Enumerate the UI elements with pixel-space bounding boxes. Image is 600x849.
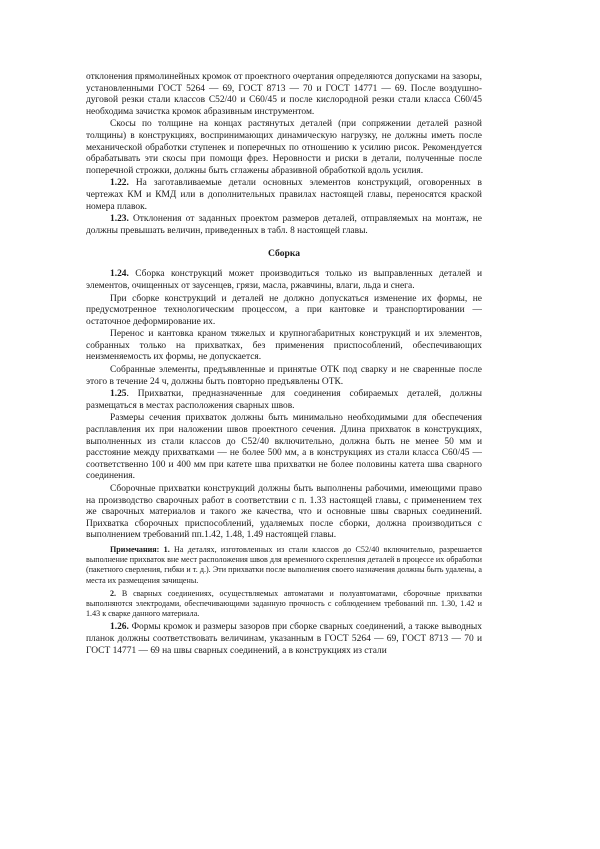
paragraph-1-25 — [86, 389, 482, 412]
clause-text: Отклонения от заданных проектом размеров деталей, отправляемых на монтаж, не должны превышать величин, приведенных в табл. 8 настоящей главы. — [86, 214, 482, 236]
note-text: В сварных соединениях, осуществляемых автоматами и полуавтоматами, сборочные прихватки выполняются электродами, обеспечивающими заданную прочность с соблюдением требований пп. 1.30, 1.42 и 1.43 к сварке данного материала. — [86, 588, 482, 619]
paragraph-continuation: отклонения прямолинейных кромок от проектного очертания определяются допусками на зазоры, установленными ГОСТ 5264 — 69, ГОСТ 8713 — 70 и ГОСТ 14771 — 69. После воздушно-дуговой резки стали классов С52/40 и С60/45 и после кислородной резки стали класса С60/45 необходима зачистка кромок абразивным инструментом. — [86, 72, 482, 117]
paragraph-1-26 — [86, 622, 482, 657]
clause-number: 1.23. — [110, 214, 129, 225]
paragraph-shape-change: При сборке конструкций и деталей не должно допускаться изменение их формы, не предусмотренное технологическим процессом, а при кантовке и транспортировании — остаточное деформирование их. — [86, 293, 482, 327]
paragraph-1-22 — [86, 178, 482, 213]
paragraph-otk: Собранные элементы, предъявленные и принятые ОТК под сварку и не сваренные после этого в течение 24 ч, должны быть повторно предъявлены ОТК. — [86, 365, 482, 387]
clause-number: 1.26. — [110, 622, 129, 633]
clause-text: На заготавливаемые детали основных элементов конструкций, оговоренных в чертежах КМ и КМД или в дополнительных правилах настоящей главы, переносятся краской номера плавок. — [86, 178, 482, 212]
clause-number: 1.22. — [110, 178, 129, 189]
paragraph-tack-size: Размеры сечения прихваток должны быть минимально необходимыми для обеспечения расплавления их при наложении швов проектного сечения. Длина прихваток в конструкциях, выполненных из стали классов до С52/40 включительно, должна быть не менее 50 мм и расстояние между прихватками — не более 500 мм, а в конструкциях из стали класса С60/45 — соответственно 100 и 400 мм при катете шва прихватки не более половины катета шва сварного соединения. — [86, 413, 482, 482]
paragraph-crane-transfer: Перенос и кантовка краном тяжелых и крупногабаритных конструкций и их элементов, собранных только на прихватках, без применения приспособлений, обеспечивающих неизменяемость их формы, не допускается. — [86, 329, 482, 363]
paragraph-bevels: Скосы по толщине на концах растянутых деталей (при сопряжении деталей разной толщины) в конструкциях, воспринимающих динамическую нагрузку, не должны иметь после механической обработки ступенек и поперечных по отношению к усилию рисок. Рекомендуется обрабатывать эти скосы при помощи фрез. Неровности и риски в детали, полученные после поперечной строжки, должны быть сглажены абразивной обработкой вдоль усилия. — [86, 119, 482, 176]
clause-text: . Прихватки, предназначенные для соединения собираемых деталей, должны размещаться в местах расположения сварных швов. — [86, 389, 482, 411]
paragraph-1-23 — [86, 214, 482, 237]
clause-text: Сборка конструкций может производиться только из выправленных деталей и элементов, очищенных от заусенцев, грязи, масла, ржавчины, влаги, льда и снега. — [86, 269, 482, 291]
clause-number: 1.24. — [110, 269, 129, 280]
note-1 — [86, 545, 482, 586]
clause-text: Формы кромок и размеры зазоров при сборке сварных соединений, а также выводных планок должны соответствовать величинам, указанным в ГОСТ 5264 — 69, ГОСТ 8713 — 70 и ГОСТ 14771 — 69 на швы сварных соединений, а в конструкциях из стали — [86, 622, 482, 656]
note-label: Примечания: 1. — [110, 544, 170, 554]
paragraph-tack-workers: Сборочные прихватки конструкций должны быть выполнены рабочими, имеющими право на производство сварочных работ в соответствии с п. 1.33 настоящей главы, с применением тех же сварочных материалов и такого же качества, что и основные швы сварных соединений. Прихватка сборочных приспособлений, удаляемых после сборки, должна производиться с выполнением требований пп.1.42, 1.48, 1.49 настоящей главы. — [86, 484, 482, 541]
note-text: На деталях, изготовленных из стали классов до С52/40 включительно, разрешается выполнение прихваток вне мест расположения швов для временного скрепления деталей в процессе их обработки (пакетного сверления, гибки и т. д.). Эти прихватки после выполнения своего назначения должны быть удалены, а места их размещения зачищены. — [86, 544, 482, 585]
clause-number: 1.25 — [110, 389, 127, 400]
note-label: 2. — [110, 588, 117, 598]
section-heading: Сборка — [267, 248, 301, 260]
note-2 — [86, 589, 482, 620]
paragraph-1-24 — [86, 269, 482, 292]
